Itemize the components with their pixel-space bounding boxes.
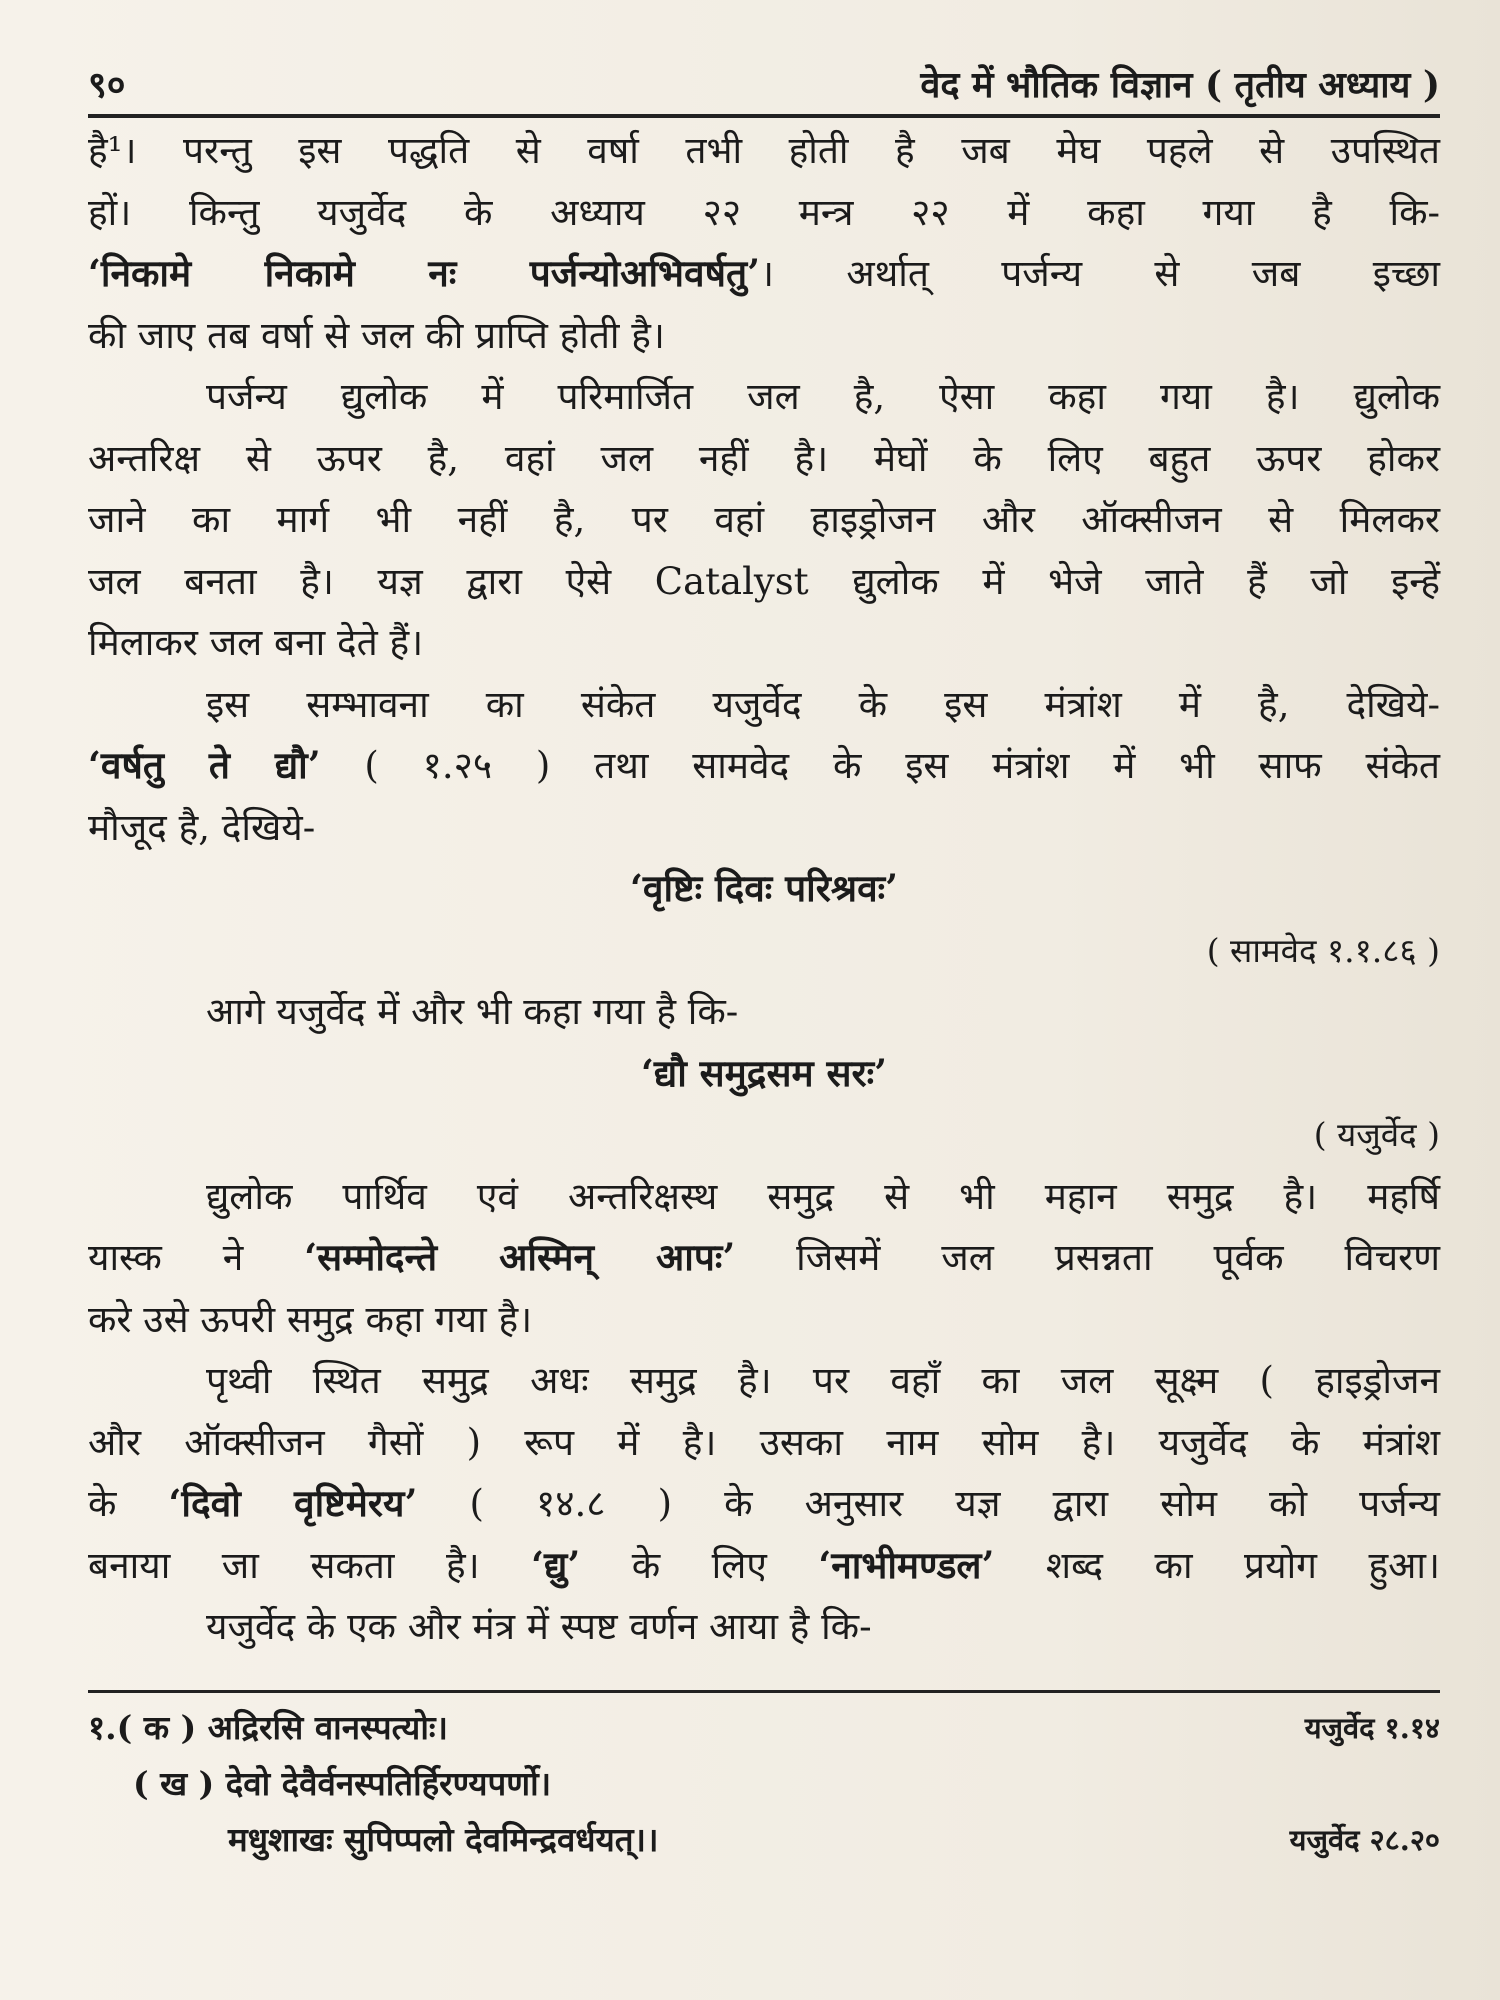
body-line: ‘वर्षतु ते द्यौ’ ( १.२५ ) तथा सामवेद के इस मंत्रांश में भी साफ संकेत xyxy=(88,743,1440,787)
footnote-reference: यजुर्वेद २८.२० xyxy=(1289,1823,1440,1857)
footnote-text: अद्रिरसि वानस्पत्योः। xyxy=(207,1708,449,1747)
body-line: यास्क ने ‘सम्मोदन्ते अस्मिन् आपः’ जिसमें जल प्रसन्नता पूर्वक विचरण xyxy=(88,1235,1440,1279)
footnote-item xyxy=(88,1812,1440,1868)
footnote-item xyxy=(88,1700,1440,1756)
block-quote: ‘द्यौ समुद्रसम सरः’ xyxy=(641,1050,887,1095)
footnote-text: मधुशाखः सुपिप्पलो देवमिन्द्रवर्धयत्।। xyxy=(228,1820,659,1859)
body-line: हों। किन्तु यजुर्वेद के अध्याय २२ मन्त्र २२ में कहा गया है कि- xyxy=(88,190,1440,234)
body-line: यजुर्वेद के एक और मंत्र में स्पष्ट वर्णन आया है कि- xyxy=(206,1605,872,1648)
body-line: अन्तरिक्ष से ऊपर है, वहां जल नहीं है। मेघों के लिए बहुत ऊपर होकर xyxy=(88,436,1440,480)
footnote-item xyxy=(88,1756,1440,1812)
page-header xyxy=(88,58,1440,108)
body-line: इस सम्भावना का संकेत यजुर्वेद के इस मंत्रांश में है, देखिये- xyxy=(206,682,1440,726)
mantra-quote: ‘वर्षतु ते द्यौ’ xyxy=(88,743,321,787)
running-title: वेद में भौतिक विज्ञान ( तृतीय अध्याय ) xyxy=(920,64,1440,106)
body-line: आगे यजुर्वेद में और भी कहा गया है कि- xyxy=(206,990,739,1033)
body-line: द्युलोक पार्थिव एवं अन्तरिक्षस्थ समुद्र से भी महान समुद्र है। महर्षि xyxy=(206,1174,1440,1218)
footnote-text: देवो देवैर्वनस्पतिर्हिरण्यपर्णो। xyxy=(225,1764,552,1803)
header-rule xyxy=(88,114,1440,118)
mantra-quote: ‘निकामे निकामे नः पर्जन्योअभिवर्षतु’ xyxy=(88,251,760,295)
footnote-reference: यजुर्वेद १.१४ xyxy=(1304,1711,1440,1745)
body-line: और ऑक्सीजन गैसों ) रूप में है। उसका नाम सोम है। यजुर्वेद के मंत्रांश xyxy=(88,1420,1440,1464)
body-line: है¹। परन्तु इस पद्धति से वर्षा तभी होती है जब मेघ पहले से उपस्थित xyxy=(88,129,1440,172)
mantra-quote: ‘सम्मोदन्ते अस्मिन् आपः’ xyxy=(304,1235,736,1279)
body-line: बनाया जा सकता है। ‘द्यु’ के लिए ‘नाभीमण्डल’ शब्द का प्रयोग हुआ। xyxy=(88,1542,1440,1587)
page-number: ९० xyxy=(88,64,126,106)
body-line: पृथ्वी स्थित समुद्र अधः समुद्र है। पर वहाँ का जल सूक्ष्म ( हाइड्रोजन xyxy=(206,1359,1440,1402)
body-line: मिलाकर जल बना देते हैं। xyxy=(88,621,424,664)
footnotes xyxy=(88,1700,1440,1868)
mantra-quote: ‘दिवो वृष्टिमेरय’ xyxy=(168,1481,418,1525)
body-line: मौजूद है, देखिये- xyxy=(88,805,316,849)
body-line: की जाए तब वर्षा से जल की प्राप्ति होती है। xyxy=(88,313,665,357)
footnote-rule xyxy=(88,1690,1440,1693)
body-text xyxy=(88,120,1440,1658)
block-quote: ‘वृष्टिः दिवः परिश्रवः’ xyxy=(629,866,898,910)
body-line: करे उसे ऊपरी समुद्र कहा गया है। xyxy=(88,1297,533,1341)
body-line: पर्जन्य द्युलोक में परिमार्जित जल है, ऐसा कहा गया है। द्युलोक xyxy=(206,375,1440,418)
footnote-label: १.( क ) xyxy=(88,1708,197,1747)
body-line: के ‘दिवो वृष्टिमेरय’ ( १४.८ ) के अनुसार यज्ञ द्वारा सोम को पर्जन्य xyxy=(88,1481,1441,1525)
body-line: जाने का मार्ग भी नहीं है, पर वहां हाइड्रोजन और ऑक्सीजन से मिलकर xyxy=(88,498,1440,541)
quote-reference: ( सामवेद १.१.८६ ) xyxy=(1206,930,1440,970)
footnote-label: ( ख ) xyxy=(133,1764,215,1803)
body-line: ‘निकामे निकामे नः पर्जन्योअभिवर्षतु’। अर्थात् पर्जन्य से जब इच्छा xyxy=(88,251,1440,295)
quote-reference: ( यजुर्वेद ) xyxy=(1313,1115,1440,1154)
body-line: जल बनता है। यज्ञ द्वारा ऐसे Catalyst द्युलोक में भेजे जाते हैं जो इन्हें xyxy=(88,559,1440,603)
